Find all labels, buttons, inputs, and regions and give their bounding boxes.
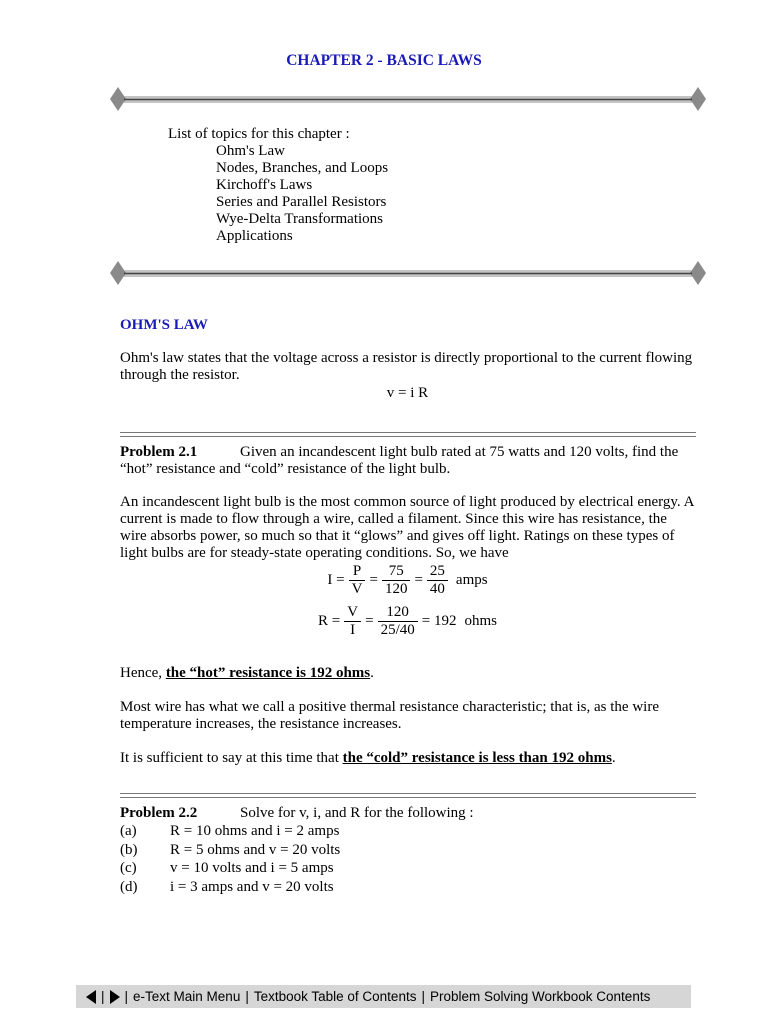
textbook-toc-link[interactable]: Textbook Table of Contents [253,989,417,1004]
nav-separator: | [101,989,105,1004]
eq1-fraction-2 [382,563,411,598]
problem-2-2-item [120,878,334,897]
topic-item: Wye-Delta Transformations [216,211,383,227]
fraction-numerator: 120 [378,604,418,622]
item-text: i = 3 amps and v = 20 volts [170,879,334,895]
equals-sign: = [365,613,374,629]
current-equation [120,563,695,598]
top-divider [110,87,706,111]
eq2-fraction-1 [344,604,361,639]
problem-2-1-question-block [120,444,695,478]
navigation-bar [76,985,691,1008]
item-label: (b) [120,842,138,858]
problem-2-1-question: Given an incandescent light bulb rated at 75 watts and 120 volts, find the “hot” resistance and “cold” resistance of the light bulb. [120,444,679,477]
fraction-numerator: 75 [382,563,411,581]
resistance-equation [120,604,695,639]
fraction-denominator: I [350,622,356,638]
sufficient-prefix: It is sufficient to say at this time that [120,750,343,766]
topic-item: Series and Parallel Resistors [216,194,387,210]
problem-2-1-label: Problem 2.1 [120,444,198,460]
nav-separator: | [124,989,129,1004]
hot-resistance-answer: the “hot” resistance is 192 ohms [165,665,371,681]
item-text: R = 10 ohms and i = 2 amps [170,823,340,839]
ohms-law-heading: OHM'S LAW [120,317,208,333]
fraction-denominator: 25/40 [380,622,415,638]
section-rule [120,432,696,437]
fraction-denominator: 40 [429,581,445,597]
problem-2-2-item [120,841,340,860]
eq1-fraction-1 [349,563,366,598]
problem-2-2-label: Problem 2.2 [120,805,198,821]
previous-page-icon[interactable] [86,990,96,1004]
eq2-unit: ohms [464,613,497,629]
topics-list [168,126,388,245]
item-text: R = 5 ohms and v = 20 volts [170,842,341,858]
topic-item: Nodes, Branches, and Loops [216,160,389,176]
topic-item: Kirchoff's Laws [216,177,313,193]
fraction-numerator: V [344,604,361,622]
workbook-contents-link[interactable]: Problem Solving Workbook Contents [429,989,651,1004]
hence-prefix: Hence, [120,665,166,681]
item-label: (c) [120,860,137,876]
problem-2-2-item [120,859,334,878]
equals-sign: = [369,572,378,588]
cold-resistance-answer: the “cold” resistance is less than 192 ohms [342,750,612,766]
topic-item: Applications [216,228,293,244]
section-rule [120,793,696,798]
fraction-numerator: P [349,563,366,581]
eq2-fraction-2 [378,604,418,639]
problem-2-2-item [120,822,339,841]
problem-2-2-question-block [120,805,695,822]
main-menu-link[interactable]: e-Text Main Menu [133,989,241,1004]
fraction-denominator: 120 [384,581,408,597]
eq1-lhs: I = [327,572,345,588]
eq2-lhs: R = [318,613,341,629]
fraction-denominator: V [351,581,363,597]
cold-resistance-conclusion [120,750,695,767]
item-label: (d) [120,879,138,895]
eq1-unit: amps [455,572,488,588]
bottom-divider [110,261,706,285]
equals-sign: = [414,572,423,588]
next-page-icon[interactable] [110,990,120,1004]
sufficient-suffix: . [611,750,616,766]
hot-resistance-conclusion [120,665,695,682]
nav-separator: | [245,989,249,1004]
eq1-fraction-3 [427,563,448,598]
topics-intro: List of topics for this chapter : [168,126,350,142]
item-label: (a) [120,823,137,839]
ohms-law-equation: v = i R [386,385,429,401]
item-text: v = 10 volts and i = 5 amps [170,860,334,876]
problem-2-1-explanation: An incandescent light bulb is the most common source of light produced by electrical energy. A current is made to flow through a wire, called a filament. Since this wire has resistance, the wire absorbs power, so much so that it “glows” and gives off light. Ratings on these types of light bulbs are for steady-state operating conditions. So, we have [120,494,694,561]
ohms-law-statement: Ohm's law states that the voltage across a resistor is directly proportional to the current flowing through the resistor. [120,350,693,383]
eq2-result: = 192 [421,613,457,629]
fraction-numerator: 25 [427,563,448,581]
thermal-characteristic-text: Most wire has what we call a positive thermal resistance characteristic; that is, as the wire temperature increases, the resistance increases. [120,699,659,732]
nav-separator: | [421,989,425,1004]
chapter-title: CHAPTER 2 - BASIC LAWS [286,52,482,69]
problem-2-2-question: Solve for v, i, and R for the following : [240,805,474,821]
topic-item: Ohm's Law [216,143,285,159]
hence-suffix: . [370,665,374,681]
